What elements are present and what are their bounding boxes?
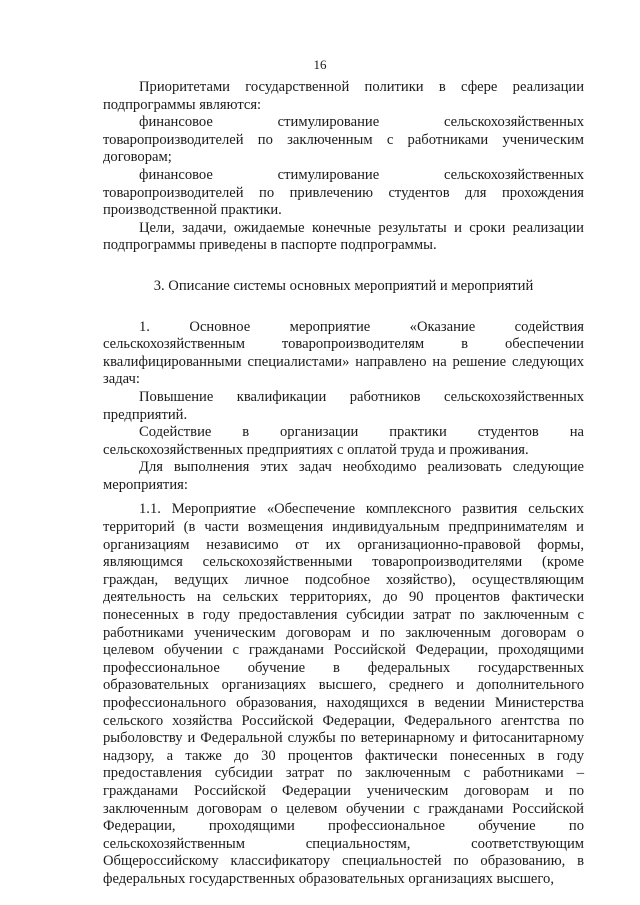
paragraph: Приоритетами государственной политики в сфере реализации подпрограммы являются:	[103, 79, 584, 113]
paragraph: Повышение квалификации работников сельскохозяйственных предприятий.	[103, 388, 584, 423]
paragraph: 1.1. Мероприятие «Обеспечение комплексного развития сельских территорий (в части возмещения индивидуальным предпринимателям и организациям независимо от их организационно-правовой формы, являющимся сельскохозяйственными товаропроизводителями (кроме граждан, ведущих личное подсобное хозяйство), осуществляющим деятельность на сельских территориях, до 90 процентов фактически понесенных в году предоставления субсидии затрат по заключенным с работниками ученическим договорам и по заключенным договорам о целевом обучении с гражданами Российской Федерации, проходящими профессиональное обучение в федеральных государственных образовательных организациях высшего, среднего и дополнительного профессионального образования, находящихся в ведении Министерства сельского хозяйства Российской Федерации, Федерального агентства по рыболовству и Федеральной службы по ветеринарному и фитосанитарному надзору, а также до 30 процентов фактически понесенных в году предоставления субсидии затрат по заключенным с работниками – гражданами Российской Федерации ученическим договорам и по заключенным договорам о целевом обучении с гражданами Российской Федерации, проходящими профессиональное обучение по сельскохозяйственным специальностям, соответствующим Общероссийскому классификатору специальностей по образованию, в федеральных государственных образовательных организациях высшего,	[103, 501, 584, 887]
paragraph: финансовое стимулирование сельскохозяйственных товаропроизводителей по привлечению студентов для прохождения производственной практики.	[103, 166, 584, 219]
paragraph: Для выполнения этих задач необходимо реализовать следующие мероприятия:	[103, 459, 584, 493]
paragraph: Содействие в организации практики студентов на сельскохозяйственных предприятиях с оплатой труда и проживания.	[103, 424, 584, 458]
page-number: 16	[313, 57, 327, 72]
paragraph: финансовое стимулирование сельскохозяйственных товаропроизводителей по заключенным с работниками ученическим договорам;	[103, 114, 584, 166]
document-body	[103, 79, 584, 889]
section-heading: 3. Описание системы основных мероприятий и мероприятий	[153, 277, 534, 294]
paragraph: Цели, задачи, ожидаемые конечные результаты и сроки реализации подпрограммы приведены в паспорте подпрограммы.	[103, 219, 584, 254]
paragraph: 1. Основное мероприятие «Оказание содействия сельскохозяйственным товаропроизводителям в обеспечении квалифицированными специалистами» направлено на решение следующих задач:	[103, 318, 584, 388]
